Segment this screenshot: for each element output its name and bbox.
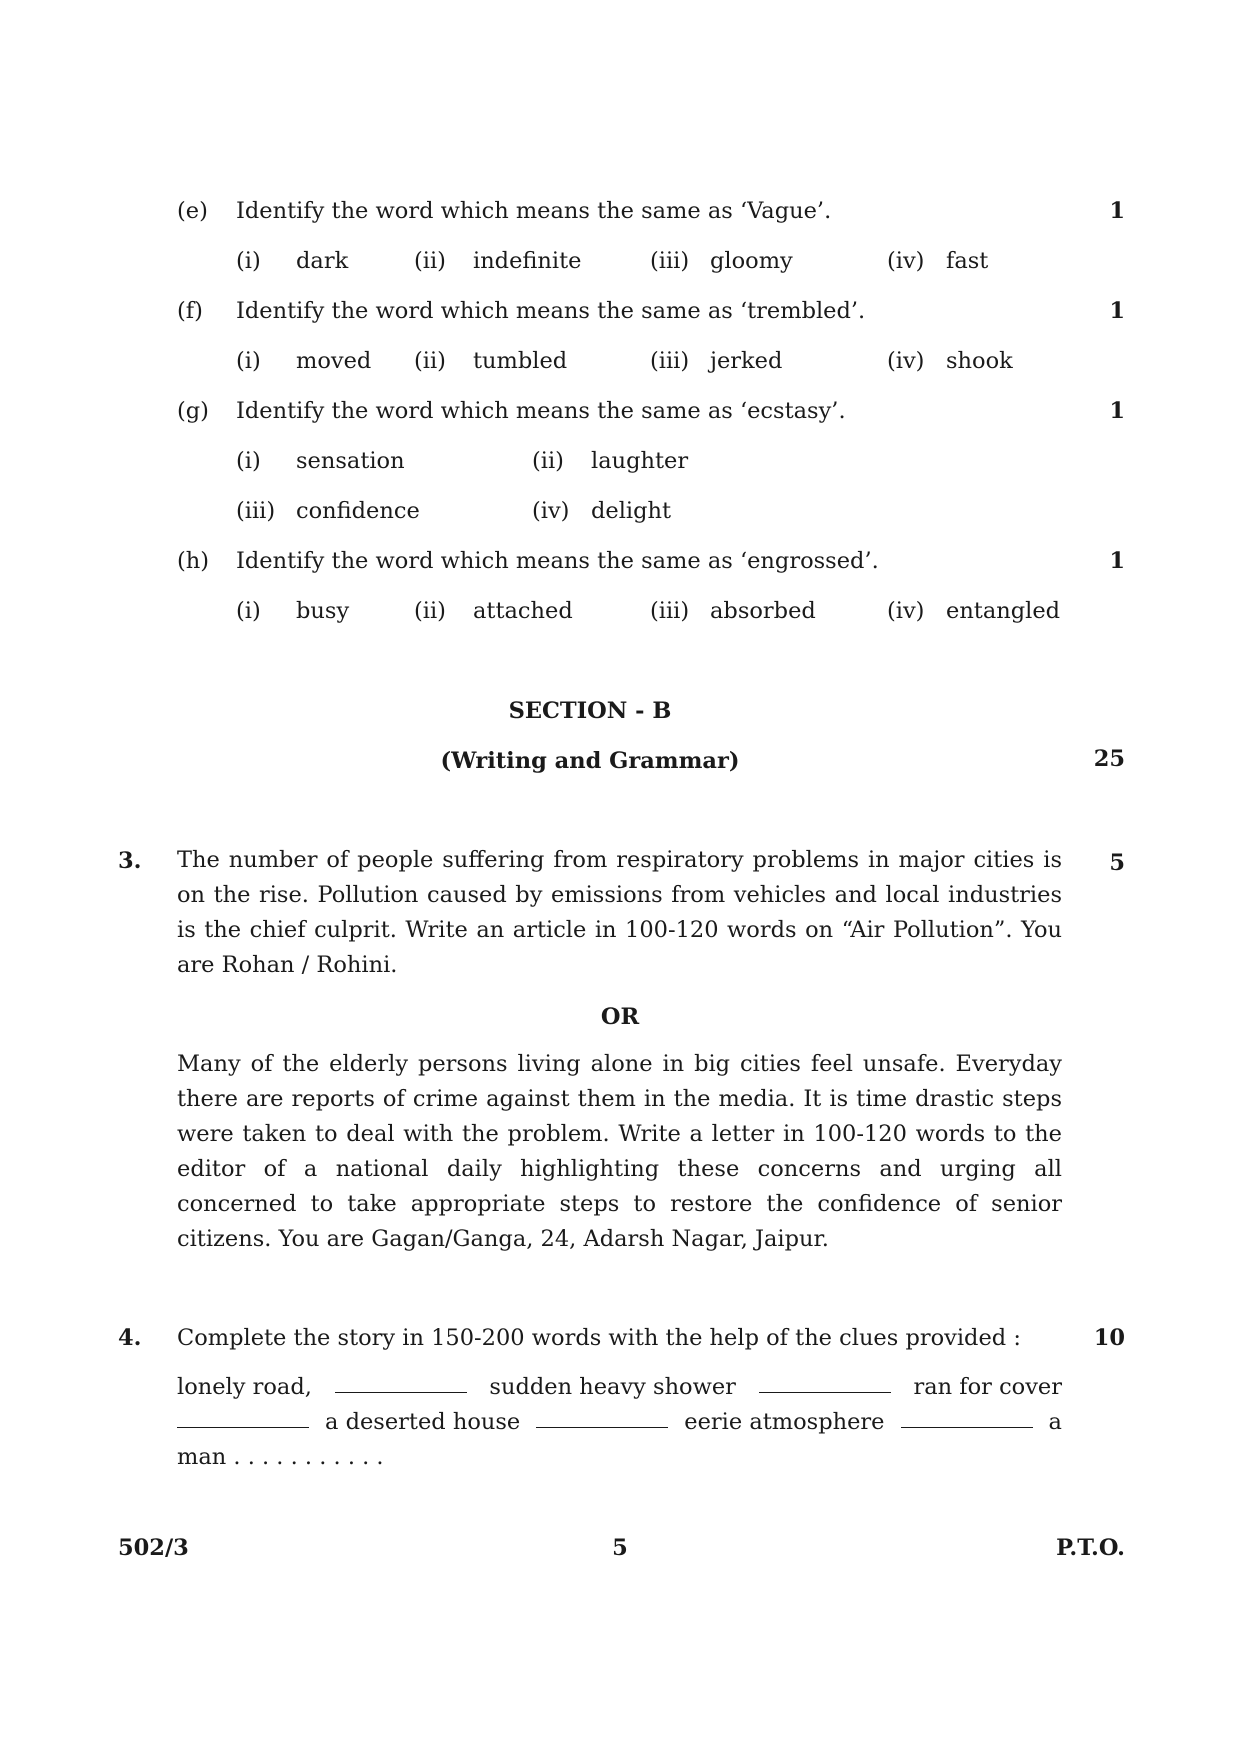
question-marks: 1 (1109, 398, 1125, 424)
story-clue-line (177, 1370, 1062, 1405)
option-text: absorbed (710, 598, 816, 624)
option-text: entangled (946, 598, 1061, 624)
question-text: The number of people suffering from respiratory problems in major cities is on the rise. Pollution caused by emissions from vehicles and local industries is the chief culprit. Write an article in 100-120 words on “Air Pollution”. You are Rohan / Rohini. (177, 847, 1062, 978)
question-text: Identify the word which means the same as ‘engrossed’. (236, 548, 879, 574)
story-clues (177, 1370, 1062, 1475)
option-text: gloomy (710, 248, 793, 274)
or-divider: OR (600, 1004, 640, 1030)
option-number: (iv) (887, 598, 925, 624)
question-label: (h) (177, 548, 210, 574)
paper-code: 502/3 (118, 1535, 189, 1561)
question-text: Identify the word which means the same as ‘ecstasy’. (236, 398, 846, 424)
story-clue: man . . . . . . . . . . . (177, 1444, 384, 1470)
option-number: (iv) (532, 498, 570, 524)
story-clue: eerie atmosphere (684, 1409, 885, 1435)
option-number: (ii) (532, 448, 564, 474)
question-text: Identify the word which means the same as ‘trembled’. (236, 298, 866, 324)
option-number: (i) (236, 598, 261, 624)
question-number: 3. (118, 848, 142, 874)
option-text: tumbled (473, 348, 568, 374)
question-label: (g) (177, 398, 209, 424)
option-number: (i) (236, 248, 261, 274)
story-clue-line (177, 1440, 1062, 1475)
option-text: indefinite (473, 248, 582, 274)
story-clue-line (177, 1405, 1062, 1440)
option-number: (iii) (650, 348, 690, 374)
section-title: SECTION - B (508, 698, 672, 724)
option-text: laughter (591, 448, 689, 474)
question-alt-text: Many of the elderly persons living alone in big cities feel unsafe. Everyday there are reports of crime against them in the media. It is time drastic steps were taken to deal with the problem. Write a letter in 100-120 words to the editor of a national daily highlighting these concerns and urging all concerned to take appropriate steps to restore the confidence of senior citizens. You are Gagan/Ganga, 24, Adarsh Nagar, Jaipur. (177, 1051, 1062, 1252)
option-number: (iv) (887, 348, 925, 374)
option-text: jerked (710, 348, 783, 374)
option-text: moved (296, 348, 372, 374)
section-subtitle: (Writing and Grammar) (440, 748, 740, 774)
question-label: (f) (177, 298, 203, 324)
question-marks: 1 (1109, 548, 1125, 574)
story-blank (335, 1370, 467, 1393)
question-text: Identify the word which means the same as ‘Vague’. (236, 198, 832, 224)
story-clue: lonely road, (177, 1374, 312, 1400)
option-number: (iii) (650, 248, 690, 274)
question-number: 4. (118, 1325, 142, 1351)
story-blank (177, 1405, 309, 1428)
option-text: attached (473, 598, 573, 624)
option-text: delight (591, 498, 672, 524)
option-text: busy (296, 598, 350, 624)
question-marks: 10 (1093, 1325, 1125, 1351)
question-label: (e) (177, 198, 208, 224)
story-blank (536, 1405, 668, 1428)
story-clue: a (1048, 1409, 1062, 1435)
page-number: 5 (612, 1535, 628, 1561)
question-text: Complete the story in 150-200 words with the help of the clues provided : (177, 1325, 1021, 1351)
question-marks: 5 (1109, 850, 1125, 876)
option-number: (iii) (650, 598, 690, 624)
option-number: (ii) (414, 598, 446, 624)
question-marks: 1 (1109, 298, 1125, 324)
option-number: (iii) (236, 498, 276, 524)
story-clue: ran for cover (913, 1374, 1062, 1400)
option-text: confidence (296, 498, 420, 524)
option-number: (ii) (414, 348, 446, 374)
question-marks: 1 (1109, 198, 1125, 224)
pto-label: P.T.O. (1056, 1535, 1125, 1561)
story-clue: sudden heavy shower (489, 1374, 736, 1400)
story-blank (759, 1370, 891, 1393)
option-text: shook (946, 348, 1013, 374)
option-number: (i) (236, 448, 261, 474)
option-number: (iv) (887, 248, 925, 274)
section-marks: 25 (1093, 746, 1125, 772)
option-text: dark (296, 248, 349, 274)
option-number: (i) (236, 348, 261, 374)
option-number: (ii) (414, 248, 446, 274)
story-clue: a deserted house (325, 1409, 521, 1435)
story-blank (901, 1405, 1033, 1428)
option-text: sensation (296, 448, 405, 474)
option-text: fast (946, 248, 989, 274)
